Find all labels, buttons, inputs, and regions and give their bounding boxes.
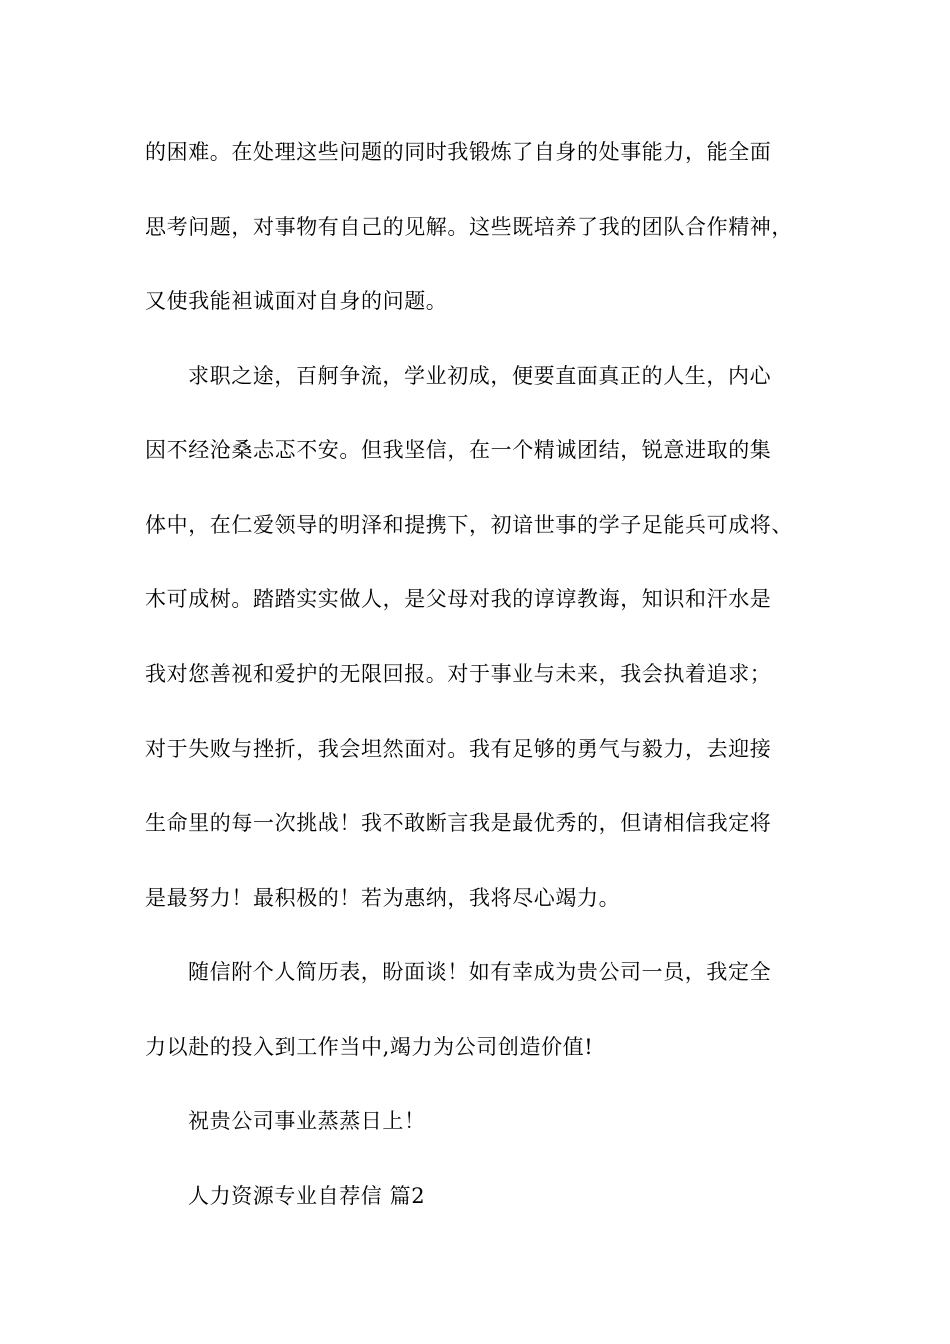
text-line: 体中，在仁爱领导的明泽和提携下，初谙世事的学子足能兵可成将、 xyxy=(145,513,793,537)
text-line: 因不经沧桑忐忑不安。但我坚信，在一个精诚团结，锐意进取的集 xyxy=(145,438,772,462)
text-line: 我对您善视和爱护的无限回报。对于事业与未来，我会执着追求； xyxy=(145,662,772,686)
text-line: 力以赴的投入到工作当中,竭力为公司创造价值! xyxy=(145,1035,594,1059)
paragraph-start-line: 随信附个人简历表，盼面谈！如有幸成为贵公司一员，我定全 xyxy=(188,960,772,984)
text-line: 的困难。在处理这些问题的同时我锻炼了自身的处事能力，能全面 xyxy=(145,140,772,164)
text-line: 木可成树。踏踏实实做人，是父母对我的谆谆教诲，知识和汗水是 xyxy=(145,587,772,611)
text-line: 是最努力！最积极的！若为惠纳，我将尽心竭力。 xyxy=(145,886,621,910)
closing-greeting: 祝贵公司事业蒸蒸日上！ xyxy=(188,1109,426,1133)
section-heading: 人力资源专业自荐信 篇2 xyxy=(188,1184,426,1208)
text-line: 对于失败与挫折，我会坦然面对。我有足够的勇气与毅力，去迎接 xyxy=(145,737,772,761)
text-line: 生命里的每一次挑战！我不敢断言我是最优秀的，但请相信我定将 xyxy=(145,811,772,835)
paragraph-start-line: 求职之途，百舸争流，学业初成，便要直面真正的人生，内心 xyxy=(188,364,772,388)
text-line: 又使我能袒诚面对自身的问题。 xyxy=(145,289,448,313)
text-line: 思考问题，对事物有自己的见解。这些既培养了我的团队合作精神， xyxy=(145,215,793,239)
